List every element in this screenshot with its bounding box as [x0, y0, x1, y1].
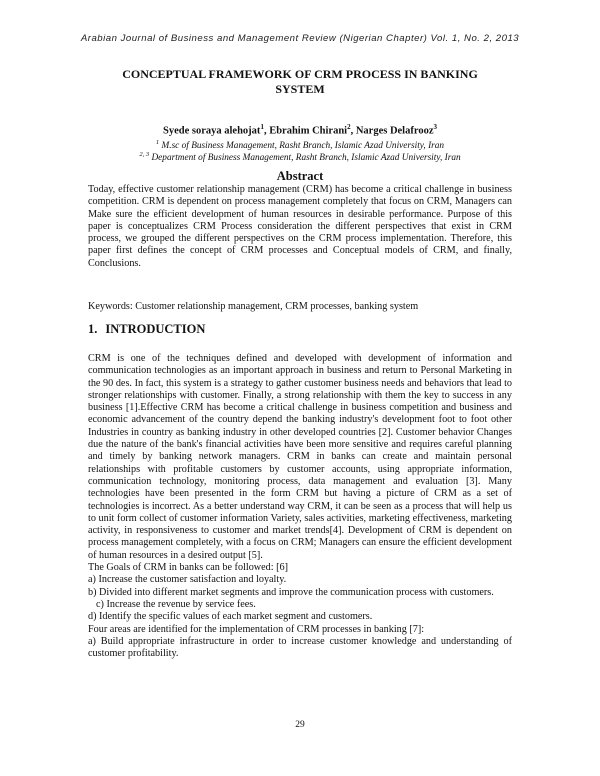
- goal-item: d) Identify the specific values of each market segment and customers.: [88, 611, 373, 623]
- journal-header: Arabian Journal of Business and Management Review (Nigerian Chapter) Vol. 1, No. 2, 2013: [80, 33, 520, 44]
- author-3-marker: 3: [433, 123, 437, 131]
- affiliation-2: [0, 151, 600, 163]
- affiliation-marker: 1: [155, 139, 160, 146]
- paper-title-line-2: SYSTEM: [275, 82, 325, 96]
- goals-intro: The Goals of CRM in banks can be followed: [6]: [88, 562, 289, 574]
- introduction-paragraph: CRM is one of the techniques defined and developed with development of information and communication technologies as an important approach in business and return to Personal Marketing in the 90 des. In fact, this system is a strategy to gather customer business needs and behaviors that lead to stronger relationships with customer. Finally, a strong relationship with them the key to success in any business [1].Effective CRM has become a critical challenge in business competition and business and economic advancement of the country depend the banking industry's development foot to foot other Industries in country as banking industry in other developed countries [2]. Customer behavior Changes due the nature of the bank's financial activities have been more sensitive and requires careful planning and timely by banking network managers. CRM in banks can create and maintain personal relationships with profitable customers by customer accounts, using appropriate information, communication technology, monitoring process, data management and evaluation [3]. Many technologies have been presented in the form CRM but having a picture of CRM as a set of technologies is incorrect. As a better understand way CRM, it can be seen as a process that will help us to unit form collect of customer information Variety, sales activities, marketing effectiveness, marketing activity, in responsiveness to customer and market trends[4]. Development of CRM is dependent on process management completely, with a focus on CRM; Managers can ensure the efficient development of human resources in a desired output [5].: [88, 353, 512, 561]
- section-title: INTRODUCTION: [105, 322, 206, 336]
- author-separator: ,: [263, 125, 270, 137]
- goal-item: c) Increase the revenue by service fees.: [96, 598, 256, 610]
- author-list: [0, 123, 600, 137]
- paper-title: [90, 67, 510, 97]
- affiliation-text: M.sc of Business Management, Rasht Branch, Islamic Azad University, Iran: [161, 141, 445, 152]
- author-separator: ,: [350, 125, 356, 137]
- author-2: Ebrahim Chirani: [269, 125, 348, 137]
- author-2-marker: 2: [347, 123, 351, 131]
- paper-title-line-1: CONCEPTUAL FRAMEWORK OF CRM PROCESS IN BANKING: [122, 67, 478, 81]
- abstract-paragraph: Today, effective customer relationship management (CRM) has become a critical challenge in business competition. CRM is dependent on process management completely that focus on CRM, Managers can Make sure the efficient development of human resources in desirable performance. Purpose of this paper is conceptualizes CRM Process consideration the different perspectives that exist in CRM process, we grouped the different perspectives on the CRM process implementation. Therefore, this paper first defines the concept of CRM processes and Conceptual models of CRM, and finally, Conclusions.: [88, 184, 512, 269]
- areas-intro: Four areas are identified for the implementation of CRM processes in banking [7]:: [88, 623, 425, 635]
- keywords: [88, 301, 512, 313]
- introduction-body: [88, 353, 512, 660]
- area-item: a) Build appropriate infrastructure in order to increase customer knowledge and understanding of customer profitability.: [88, 635, 512, 660]
- affiliation-text: Department of Business Management, Rasht Branch, Islamic Azad University, Iran: [151, 153, 461, 164]
- page-number: 29: [295, 720, 305, 730]
- author-1: Syede soraya alehojat: [163, 125, 261, 137]
- author-1-marker: 1: [260, 123, 264, 131]
- affiliation-marker: 2, 3: [139, 151, 150, 158]
- author-3: Narges Delafrooz: [355, 125, 434, 137]
- abstract-heading: Abstract: [276, 169, 324, 183]
- abstract-text: [88, 184, 512, 270]
- keywords-text: Keywords: Customer relationship management, CRM processes, banking system: [88, 301, 419, 312]
- section-number: 1.: [88, 322, 98, 336]
- affiliation-1: [0, 139, 600, 151]
- goal-item: b) Divided into different market segments and improve the communication process with customers.: [88, 586, 494, 598]
- goal-item: a) Increase the customer satisfaction and loyalty.: [88, 574, 287, 586]
- section-heading-introduction: [88, 322, 205, 337]
